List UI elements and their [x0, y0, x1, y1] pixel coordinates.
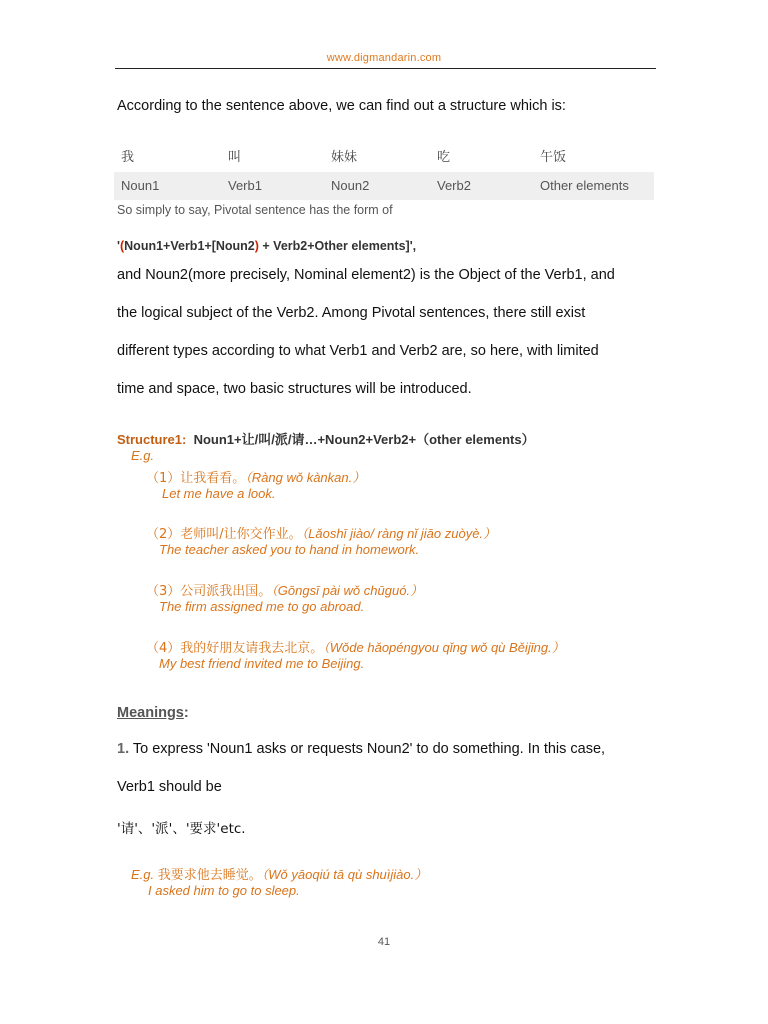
structure-table-chinese-row: [114, 144, 654, 172]
example-translation: The teacher asked you to hand in homework.: [159, 542, 420, 557]
pivotal-formula: [117, 239, 416, 253]
example-pinyin: （Ràng wǒ kànkan.）: [245, 470, 366, 485]
point1-number: 1.: [117, 741, 130, 757]
example-chinese: （3）公司派我出国。: [146, 584, 272, 599]
final-translation: I asked him to go to sleep.: [148, 883, 300, 898]
table-cell: 午饭: [540, 150, 567, 165]
paragraph-line: time and space, two basic structures will be introduced.: [117, 381, 472, 397]
table-cell: 妹妹: [331, 150, 358, 165]
table-cell: Noun1: [121, 178, 160, 193]
example-chinese: （2）老师叫/让你交作业。: [146, 527, 302, 542]
example-translation: My best friend invited me to Beijing.: [159, 656, 365, 671]
point1-line1: [117, 741, 605, 757]
structure-table-role-row: [114, 172, 654, 200]
final-chinese: 我要求他去睡觉。: [157, 868, 262, 883]
example-translation: Let me have a look.: [162, 486, 276, 501]
intro-text: According to the sentence above, we can find out a structure which is:: [117, 98, 566, 114]
example-2: [146, 523, 496, 543]
structure1-heading: [117, 429, 535, 448]
formula-quote-close: ',: [409, 239, 417, 253]
table-cell: Other elements: [540, 178, 629, 193]
simply-text: So simply to say, Pivotal sentence has the form of: [117, 203, 393, 217]
meanings-heading: [117, 704, 189, 722]
example-pinyin: （Wǒde hǎopéngyou qǐng wǒ qù Běijīng.）: [323, 640, 565, 655]
table-cell: Verb1: [228, 178, 262, 193]
example-pinyin: （Lǎoshī jiào/ ràng nǐ jiāo zuòyè.）: [301, 526, 497, 541]
meanings-title: Meanings: [117, 705, 184, 721]
paragraph-line: and Noun2(more precisely, Nominal element2) is the Object of the Verb1, and: [117, 267, 615, 283]
point1-text: To express 'Noun1 asks or requests Noun2' to do something. In this case,: [129, 741, 606, 757]
paragraph-line: the logical subject of the Verb2. Among Pivotal sentences, there still exist: [117, 305, 586, 321]
table-cell: 吃: [437, 150, 451, 165]
page-number: 41: [377, 936, 391, 948]
table-cell: Verb2: [437, 178, 471, 193]
formula-quote-open: ': [117, 239, 120, 253]
point1-line3: '请'、'派'、'要求'etc.: [117, 821, 246, 837]
table-cell: 我: [121, 150, 135, 165]
header-url: www.digmandarin.com: [326, 52, 442, 64]
example-4: [146, 637, 565, 657]
example-3: [146, 580, 423, 600]
header-divider: [115, 68, 656, 69]
point1-line2: Verb1 should be: [117, 779, 222, 795]
example-chinese: （4）我的好朋友请我去北京。: [146, 641, 324, 656]
table-cell: 叫: [228, 150, 242, 165]
formula-paren-open: (: [119, 239, 125, 253]
meanings-colon: :: [183, 705, 189, 721]
structure1-label: Structure1:: [117, 432, 187, 447]
final-eg: E.g.: [131, 867, 158, 882]
structure1-eg: E.g.: [131, 448, 155, 463]
example-chinese: （1）让我看看。: [146, 471, 246, 486]
example-translation: The firm assigned me to go abroad.: [159, 599, 365, 614]
table-cell: Noun2: [331, 178, 370, 193]
example-pinyin: （Gōngsī pài wǒ chūguó.）: [271, 583, 424, 598]
paragraph-line: different types according to what Verb1 and Verb2 are, so here, with limited: [117, 343, 599, 359]
formula-mid: Noun1+Verb1+[Noun2: [124, 239, 255, 253]
final-pinyin: （Wǒ yāoqiú tā qù shuìjiào.）: [261, 867, 428, 882]
formula-paren-close: ): [254, 239, 259, 253]
example-1: [146, 467, 365, 487]
formula-tail: + Verb2+Other elements]: [258, 239, 410, 253]
final-example: [131, 864, 427, 884]
structure1-formula: Noun1+让/叫/派/请…+Noun2+Verb2+（other elements）: [193, 432, 535, 447]
